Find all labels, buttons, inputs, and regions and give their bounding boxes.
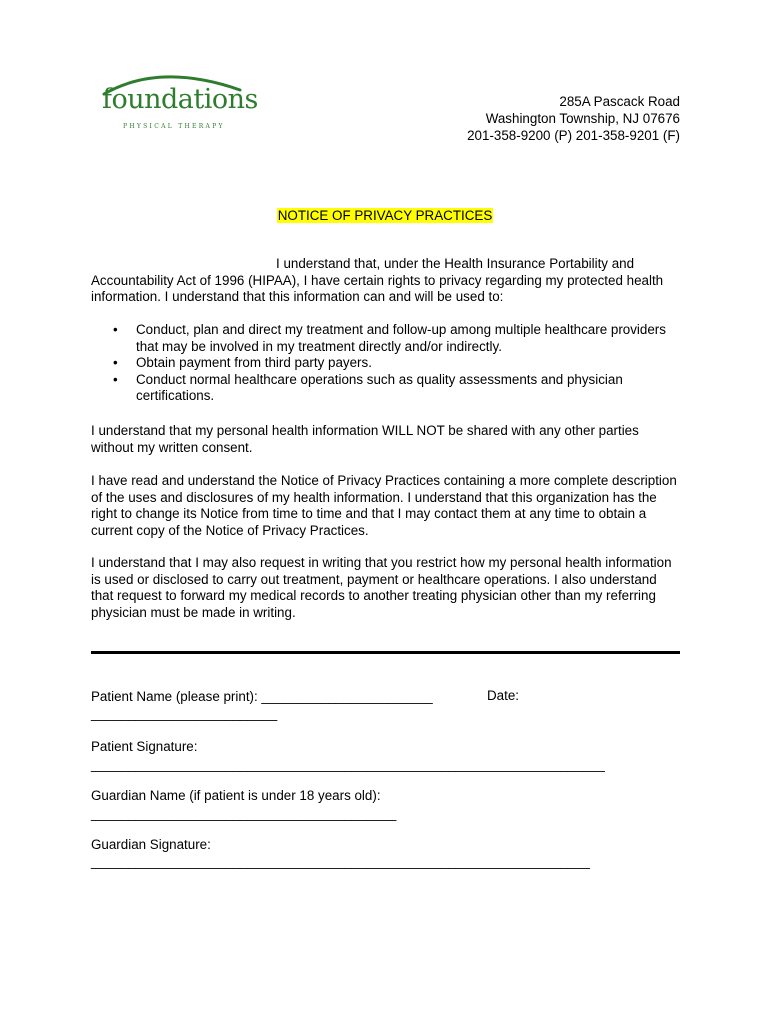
notice-paragraph: I have read and understand the Notice of Privacy Practices containing a more complete description of the uses and disclosures of my health information. I understand that this organization has the right to change its Notice from time to time and that I may contact them at any time to obtain a current copy of the Notice of Privacy Practices. — [91, 473, 677, 538]
restriction-paragraph: I understand that I may also request in writing that you restrict how my personal health information is used or disclosed to carry out treatment, payment or healthcare operations. I also understand that request to forward my medical records to another treating physician other than my referring physician must be made in writing. — [91, 555, 672, 620]
patient-name-field[interactable]: Patient Name (please print): _______________________ — [91, 689, 433, 704]
list-item — [91, 322, 681, 355]
address-phone: 201-358-9200 (P) 201-358-9201 (F) — [467, 128, 680, 143]
document-title — [0, 208, 770, 223]
bullet-icon: • — [113, 371, 118, 387]
logo-tagline: PHYSICAL THERAPY — [123, 123, 225, 130]
bullet-icon: • — [113, 322, 118, 337]
list-item — [91, 372, 681, 405]
list-item-text: Obtain payment from third party payers. — [136, 355, 372, 371]
guardian-name-label: Guardian Name (if patient is under 18 years old): — [91, 788, 381, 803]
date-field[interactable]: Date: — [487, 688, 520, 703]
patient-signature-line[interactable]: _____________________________________________________________________ — [91, 757, 605, 772]
intro-first-line: I understand that, under the Health Insurance Portability and — [276, 256, 635, 271]
bullet-icon: • — [113, 355, 118, 371]
guardian-signature-line[interactable]: ___________________________________________________________________ — [91, 854, 590, 869]
consent-paragraph: I understand that my personal health information WILL NOT be shared with any other parties without my written consent. — [91, 423, 639, 455]
list-item-text: Conduct normal healthcare operations such as quality assessments and physician certifications. — [136, 371, 623, 404]
address-block — [467, 93, 680, 144]
logo-wordmark: foundations — [102, 84, 258, 115]
list-item — [91, 355, 681, 372]
address-street: 285A Pascack Road — [559, 94, 680, 109]
company-logo — [100, 68, 258, 138]
guardian-name-line[interactable]: _________________________________________ — [91, 806, 397, 821]
usage-list — [91, 322, 681, 405]
document-title-text: NOTICE OF PRIVACY PRACTICES — [277, 208, 493, 223]
intro-rest: Accountability Act of 1996 (HIPAA), I have certain rights to privacy regarding my protected health information. I understand that this information can and will be used to: — [91, 272, 664, 305]
patient-name-line[interactable]: _________________________ — [91, 706, 278, 721]
guardian-signature-label: Guardian Signature: — [91, 837, 211, 852]
address-city: Washington Township, NJ 07676 — [485, 111, 680, 126]
patient-signature-label: Patient Signature: — [91, 739, 198, 754]
intro-paragraph — [91, 256, 681, 306]
list-item-text: Conduct, plan and direct my treatment and follow-up among multiple healthcare providers that may be involved in my treatment directly and/or indirectly. — [136, 322, 666, 354]
section-divider — [91, 651, 680, 654]
